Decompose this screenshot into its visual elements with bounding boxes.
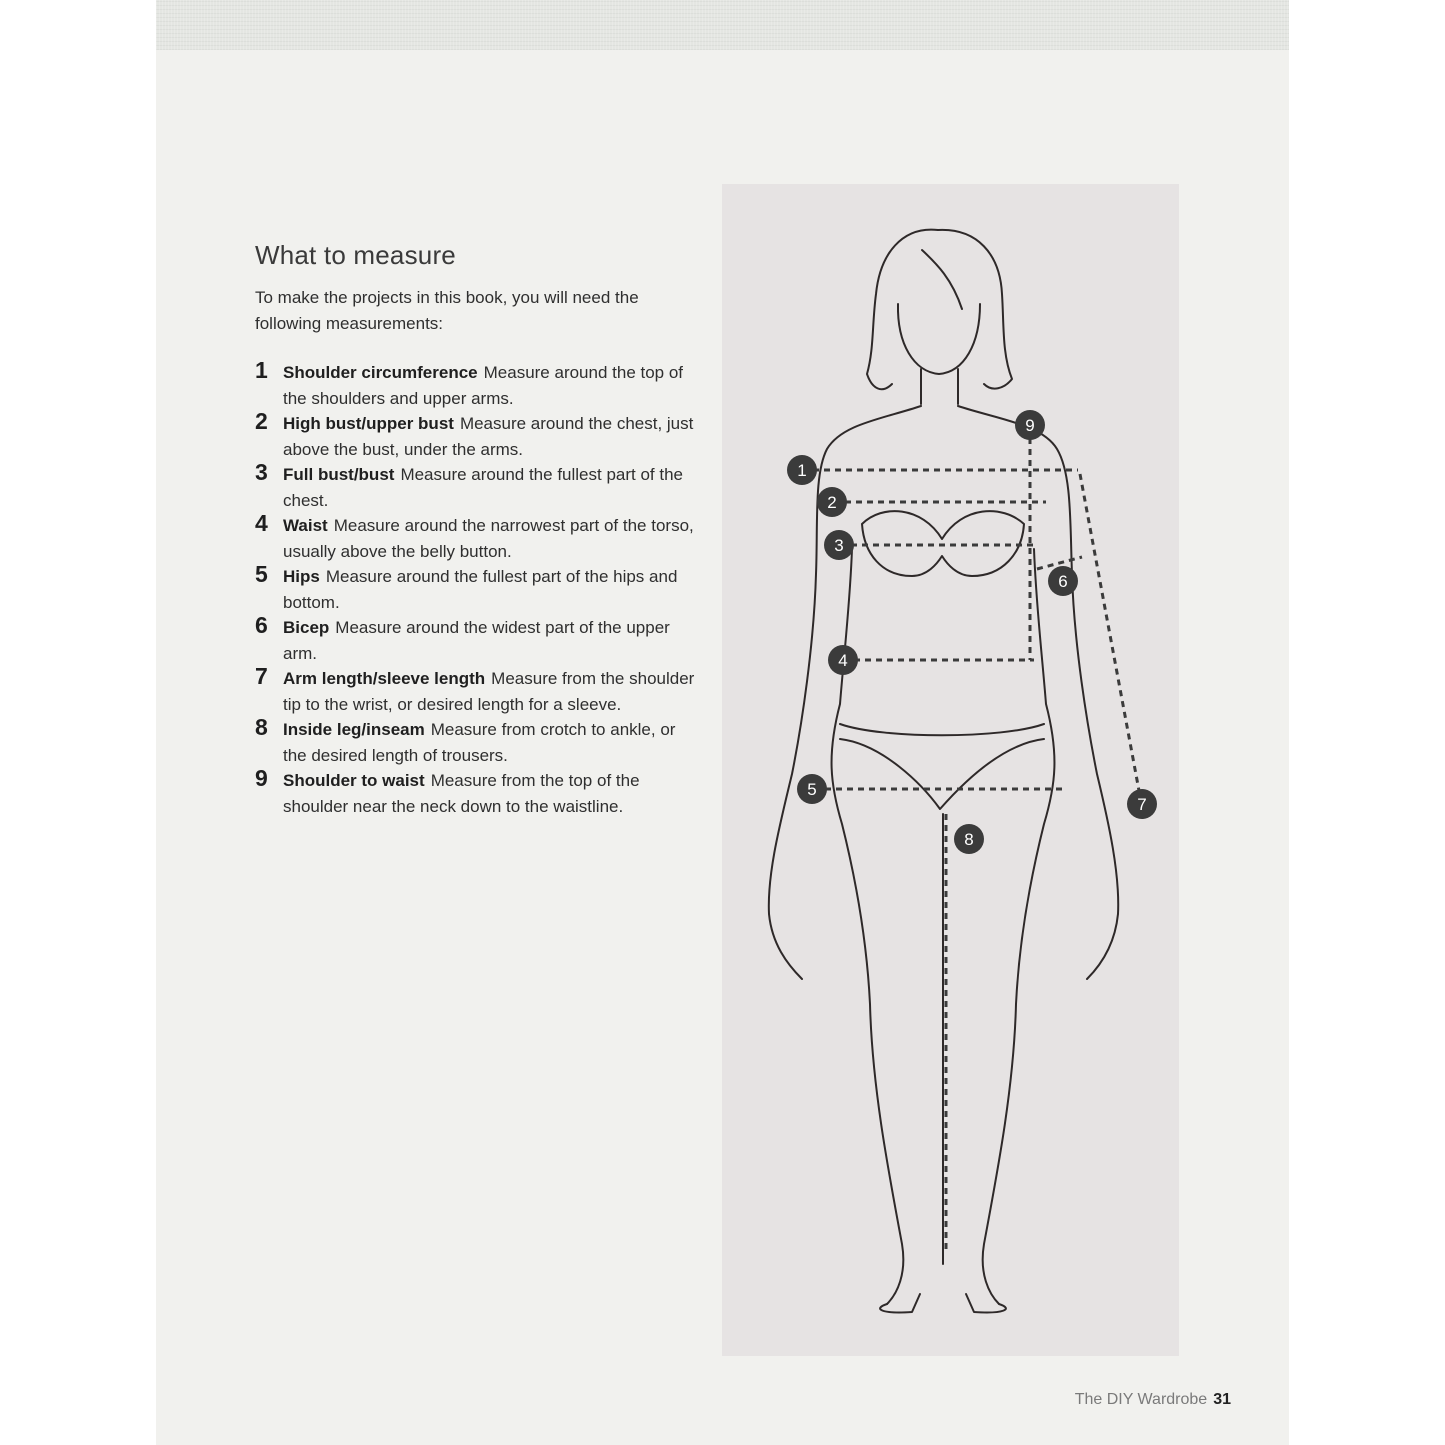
item-description: Measure from the shoulder tip to the wrist, or desired length for a sleeve. bbox=[283, 669, 695, 714]
book-title: The DIY Wardrobe bbox=[1074, 1391, 1208, 1408]
item-description: Measure around the fullest part of the hips and bottom. bbox=[283, 567, 678, 612]
list-item bbox=[255, 714, 695, 768]
item-term: Waist bbox=[283, 516, 328, 535]
measurement-list bbox=[255, 357, 695, 819]
measurement-markers bbox=[787, 410, 1157, 854]
marker-label: 8 bbox=[964, 830, 974, 849]
marker-label: 9 bbox=[1025, 416, 1035, 435]
list-item bbox=[255, 612, 695, 666]
list-item bbox=[255, 510, 695, 564]
marker-4 bbox=[828, 645, 858, 675]
item-term: Bicep bbox=[283, 618, 330, 637]
item-term: Hips bbox=[283, 567, 320, 586]
item-description: Measure around the chest, just above the bust, under the arms. bbox=[283, 414, 694, 459]
item-term: Shoulder circumference bbox=[283, 363, 478, 382]
item-number: 5 bbox=[255, 561, 268, 587]
marker-label: 1 bbox=[797, 461, 807, 480]
marker-2 bbox=[817, 487, 847, 517]
figure-outline bbox=[769, 230, 1118, 1313]
item-number: 1 bbox=[255, 357, 268, 383]
item-description: Measure from crotch to ankle, or the desired length of trousers. bbox=[283, 720, 676, 765]
page-footer bbox=[1075, 1391, 1231, 1409]
marker-5 bbox=[797, 774, 827, 804]
marker-label: 6 bbox=[1058, 572, 1068, 591]
item-number: 6 bbox=[255, 612, 268, 638]
book-page bbox=[156, 0, 1289, 1445]
list-item bbox=[255, 459, 695, 513]
marker-6 bbox=[1048, 566, 1078, 596]
marker-7 bbox=[1127, 789, 1157, 819]
item-term: Arm length/sleeve length bbox=[283, 669, 486, 688]
item-term: High bust/upper bust bbox=[283, 414, 454, 433]
intro-paragraph: To make the projects in this book, you will need the following measurements: bbox=[255, 288, 639, 333]
marker-label: 3 bbox=[834, 536, 844, 555]
item-term: Full bust/bust bbox=[283, 465, 395, 484]
item-description: Measure around the fullest part of the chest. bbox=[283, 465, 683, 510]
item-description: Measure around the widest part of the upper arm. bbox=[283, 618, 670, 663]
marker-3 bbox=[824, 530, 854, 560]
marker-9 bbox=[1015, 410, 1045, 440]
list-item bbox=[255, 765, 695, 819]
list-item bbox=[255, 561, 695, 615]
item-description: Measure around the top of the shoulders and upper arms. bbox=[283, 363, 684, 408]
item-number: 8 bbox=[255, 714, 268, 740]
marker-label: 2 bbox=[827, 493, 837, 512]
item-number: 9 bbox=[255, 765, 268, 791]
item-term: Shoulder to waist bbox=[283, 771, 425, 790]
marker-label: 4 bbox=[838, 651, 848, 670]
item-term: Inside leg/inseam bbox=[283, 720, 425, 739]
item-number: 3 bbox=[255, 459, 268, 485]
item-number: 2 bbox=[255, 408, 268, 434]
item-number: 7 bbox=[255, 663, 268, 689]
marker-1 bbox=[787, 455, 817, 485]
marker-8 bbox=[954, 824, 984, 854]
item-number: 4 bbox=[255, 510, 268, 536]
body-outline-illustration bbox=[722, 184, 1179, 1356]
marker-label: 5 bbox=[807, 780, 817, 799]
item-description: Measure from the top of the shoulder near the neck down to the waistline. bbox=[283, 771, 640, 816]
body-measurement-figure bbox=[722, 184, 1179, 1356]
item-description: Measure around the narrowest part of the torso, usually above the belly button. bbox=[283, 516, 694, 561]
page-number: 31 bbox=[1213, 1391, 1231, 1408]
marker-label: 7 bbox=[1137, 795, 1147, 814]
list-item bbox=[255, 408, 695, 462]
list-item bbox=[255, 357, 695, 411]
page-heading: What to measure bbox=[255, 240, 456, 270]
list-item bbox=[255, 663, 695, 717]
linen-texture-band bbox=[156, 0, 1289, 50]
